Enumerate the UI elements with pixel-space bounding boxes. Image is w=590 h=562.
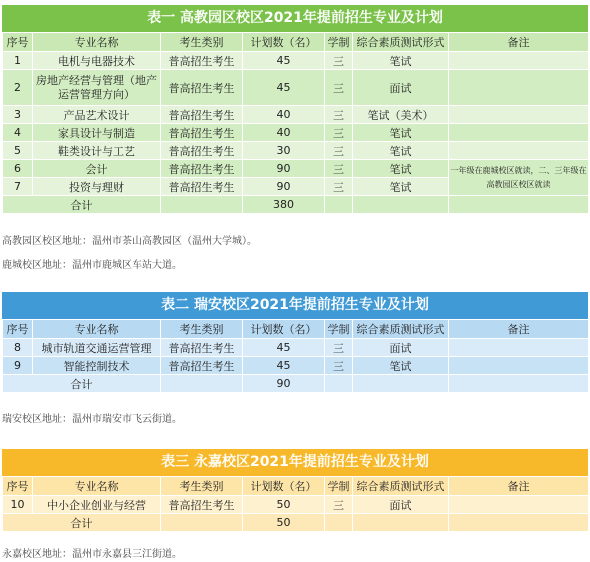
cell-no: 9 bbox=[3, 357, 33, 375]
cell-no: 3 bbox=[3, 106, 33, 124]
cell-category: 普高招生考生 bbox=[161, 496, 243, 514]
total-test bbox=[353, 375, 449, 393]
table-row bbox=[3, 52, 589, 70]
table3 bbox=[2, 476, 589, 532]
total-category bbox=[161, 514, 243, 532]
total-years bbox=[325, 514, 353, 532]
cell-note bbox=[449, 142, 589, 160]
table2-title: 表二 瑞安校区2021年提前招生专业及计划 bbox=[2, 292, 588, 319]
table-row bbox=[3, 70, 589, 106]
col-header-plan: 计划数（名） bbox=[243, 320, 325, 339]
cell-no: 4 bbox=[3, 124, 33, 142]
total-row bbox=[3, 514, 589, 532]
total-note bbox=[449, 514, 589, 532]
cell-major: 会计 bbox=[33, 160, 161, 178]
cell-no: 7 bbox=[3, 178, 33, 196]
col-header-major: 专业名称 bbox=[33, 320, 161, 339]
cell-years: 三 bbox=[325, 52, 353, 70]
total-test bbox=[353, 196, 449, 214]
table2 bbox=[2, 319, 589, 393]
total-note bbox=[449, 375, 589, 393]
cell-test: 面试 bbox=[353, 70, 449, 106]
col-header-no: 序号 bbox=[3, 320, 33, 339]
cell-plan: 30 bbox=[243, 142, 325, 160]
table-row bbox=[3, 496, 589, 514]
table2-section bbox=[2, 292, 588, 393]
table1-title: 表一 高教园区校区2021年提前招生专业及计划 bbox=[2, 5, 588, 32]
col-header-years: 学制 bbox=[325, 33, 353, 52]
cell-no: 10 bbox=[3, 496, 33, 514]
cell-plan: 40 bbox=[243, 124, 325, 142]
campus-address-4: 永嘉校区地址：温州市永嘉县三江街道。 bbox=[2, 549, 182, 560]
cell-no: 8 bbox=[3, 339, 33, 357]
cell-category: 普高招生考生 bbox=[161, 357, 243, 375]
cell-test: 笔试 bbox=[353, 52, 449, 70]
total-value: 50 bbox=[243, 514, 325, 532]
cell-years: 三 bbox=[325, 142, 353, 160]
table1 bbox=[2, 32, 589, 214]
col-header-no: 序号 bbox=[3, 477, 33, 496]
total-label: 合计 bbox=[3, 514, 161, 532]
total-note bbox=[449, 196, 589, 214]
cell-plan: 50 bbox=[243, 496, 325, 514]
cell-years: 三 bbox=[325, 70, 353, 106]
cell-major: 家具设计与制造 bbox=[33, 124, 161, 142]
cell-category: 普高招生考生 bbox=[161, 70, 243, 106]
cell-plan: 45 bbox=[243, 52, 325, 70]
cell-years: 三 bbox=[325, 106, 353, 124]
table-row bbox=[3, 124, 589, 142]
cell-test: 笔试 bbox=[353, 357, 449, 375]
col-header-major: 专业名称 bbox=[33, 33, 161, 52]
total-years bbox=[325, 196, 353, 214]
col-header-note: 备注 bbox=[449, 320, 589, 339]
cell-years: 三 bbox=[325, 178, 353, 196]
col-header-no: 序号 bbox=[3, 33, 33, 52]
cell-note bbox=[449, 339, 589, 357]
total-category bbox=[161, 375, 243, 393]
cell-years: 三 bbox=[325, 357, 353, 375]
col-header-category: 考生类别 bbox=[161, 320, 243, 339]
col-header-major: 专业名称 bbox=[33, 477, 161, 496]
cell-note bbox=[449, 124, 589, 142]
cell-major: 智能控制技术 bbox=[33, 357, 161, 375]
table-row bbox=[3, 357, 589, 375]
cell-test: 笔试 bbox=[353, 160, 449, 178]
cell-plan: 90 bbox=[243, 160, 325, 178]
total-label: 合计 bbox=[3, 375, 161, 393]
total-value: 380 bbox=[243, 196, 325, 214]
cell-note bbox=[449, 106, 589, 124]
cell-test: 笔试 bbox=[353, 142, 449, 160]
cell-note bbox=[449, 52, 589, 70]
cell-no: 2 bbox=[3, 70, 33, 106]
cell-major: 产品艺术设计 bbox=[33, 106, 161, 124]
col-header-category: 考生类别 bbox=[161, 477, 243, 496]
cell-note: 一年级在鹿城校区就读，二、三年级在高教园区校区就读 bbox=[449, 160, 589, 196]
cell-test: 笔试 bbox=[353, 124, 449, 142]
col-header-years: 学制 bbox=[325, 477, 353, 496]
cell-years: 三 bbox=[325, 124, 353, 142]
cell-note bbox=[449, 357, 589, 375]
campus-address-1: 高教园区校区地址：温州市茶山高教园区（温州大学城）。 bbox=[2, 236, 257, 247]
total-value: 90 bbox=[243, 375, 325, 393]
table1-section bbox=[2, 5, 588, 214]
total-row bbox=[3, 196, 589, 214]
cell-years: 三 bbox=[325, 496, 353, 514]
cell-test: 笔试（美术） bbox=[353, 106, 449, 124]
col-header-note: 备注 bbox=[449, 477, 589, 496]
cell-no: 6 bbox=[3, 160, 33, 178]
cell-major: 鞋类设计与工艺 bbox=[33, 142, 161, 160]
cell-test: 面试 bbox=[353, 496, 449, 514]
cell-note bbox=[449, 70, 589, 106]
total-row bbox=[3, 375, 589, 393]
cell-plan: 45 bbox=[243, 70, 325, 106]
cell-plan: 90 bbox=[243, 178, 325, 196]
total-years bbox=[325, 375, 353, 393]
campus-address-3: 瑞安校区地址：温州市瑞安市飞云街道。 bbox=[2, 414, 182, 425]
cell-major: 投资与理财 bbox=[33, 178, 161, 196]
campus-address-2: 鹿城校区地址：温州市鹿城区车站大道。 bbox=[2, 260, 182, 271]
col-header-plan: 计划数（名） bbox=[243, 477, 325, 496]
cell-major: 电机与电器技术 bbox=[33, 52, 161, 70]
cell-category: 普高招生考生 bbox=[161, 124, 243, 142]
cell-plan: 45 bbox=[243, 339, 325, 357]
total-category bbox=[161, 196, 243, 214]
table-row bbox=[3, 339, 589, 357]
total-test bbox=[353, 514, 449, 532]
cell-major: 房地产经营与管理（地产运营管理方向） bbox=[33, 70, 161, 106]
table-row bbox=[3, 160, 589, 178]
col-header-plan: 计划数（名） bbox=[243, 33, 325, 52]
table3-title: 表三 永嘉校区2021年提前招生专业及计划 bbox=[2, 449, 588, 476]
cell-note bbox=[449, 496, 589, 514]
total-label: 合计 bbox=[3, 196, 161, 214]
cell-years: 三 bbox=[325, 339, 353, 357]
col-header-test: 综合素质测试形式 bbox=[353, 33, 449, 52]
cell-plan: 45 bbox=[243, 357, 325, 375]
cell-test: 笔试 bbox=[353, 178, 449, 196]
table2-header-row bbox=[3, 320, 589, 339]
cell-category: 普高招生考生 bbox=[161, 339, 243, 357]
col-header-category: 考生类别 bbox=[161, 33, 243, 52]
table1-header-row bbox=[3, 33, 589, 52]
table3-header-row bbox=[3, 477, 589, 496]
cell-category: 普高招生考生 bbox=[161, 52, 243, 70]
cell-category: 普高招生考生 bbox=[161, 160, 243, 178]
cell-major: 城市轨道交通运营管理 bbox=[33, 339, 161, 357]
col-header-note: 备注 bbox=[449, 33, 589, 52]
cell-test: 面试 bbox=[353, 339, 449, 357]
cell-major: 中小企业创业与经营 bbox=[33, 496, 161, 514]
col-header-test: 综合素质测试形式 bbox=[353, 477, 449, 496]
cell-no: 1 bbox=[3, 52, 33, 70]
cell-category: 普高招生考生 bbox=[161, 106, 243, 124]
table-row bbox=[3, 142, 589, 160]
cell-category: 普高招生考生 bbox=[161, 142, 243, 160]
cell-plan: 40 bbox=[243, 106, 325, 124]
table-row bbox=[3, 106, 589, 124]
table3-section bbox=[2, 449, 588, 532]
cell-no: 5 bbox=[3, 142, 33, 160]
col-header-test: 综合素质测试形式 bbox=[353, 320, 449, 339]
cell-years: 三 bbox=[325, 160, 353, 178]
col-header-years: 学制 bbox=[325, 320, 353, 339]
cell-category: 普高招生考生 bbox=[161, 178, 243, 196]
